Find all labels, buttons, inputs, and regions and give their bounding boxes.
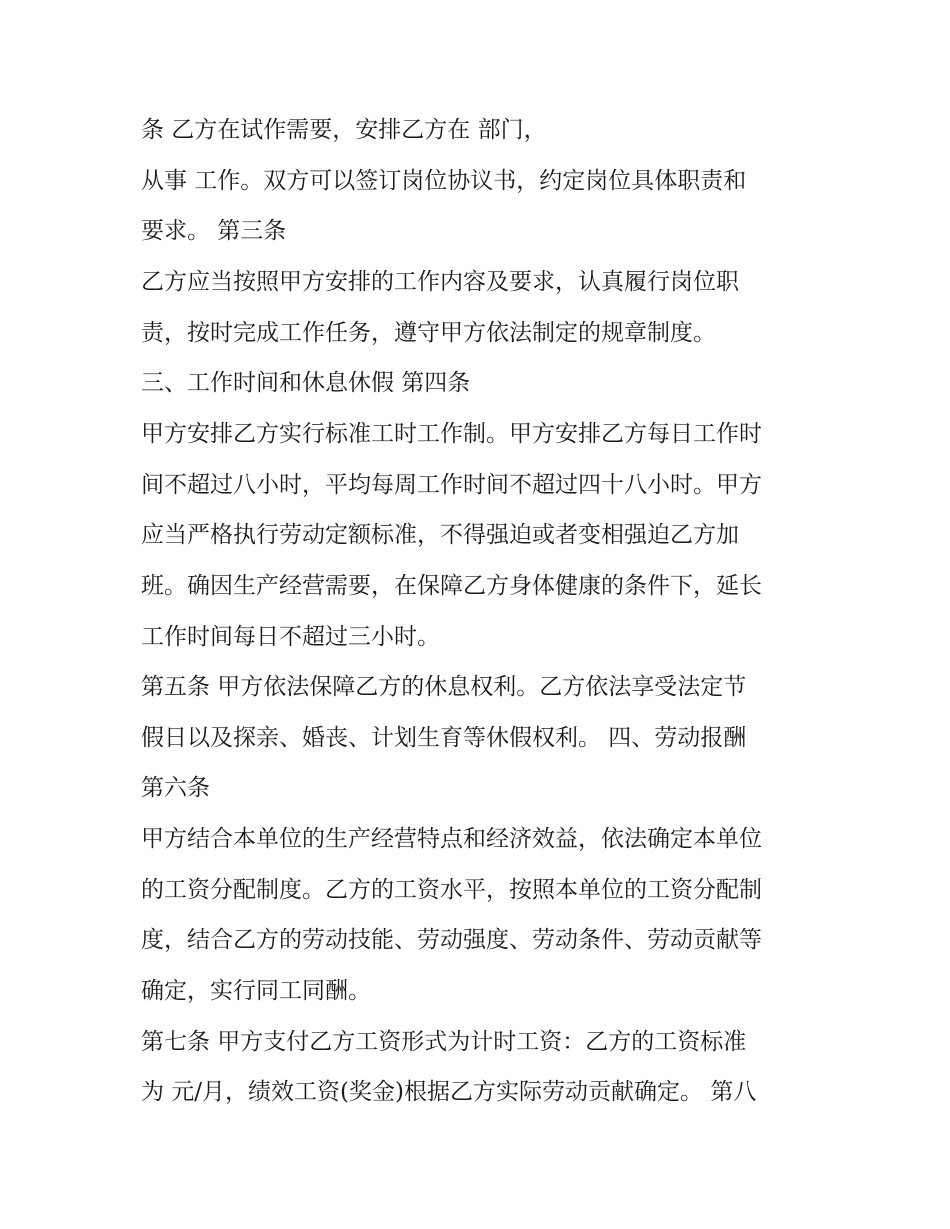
- text-line: 要求。 第三条: [141, 218, 287, 244]
- text-line: 为 元/月，绩效工资(奖金)根据乙方实际劳动贡献确定。 第八: [141, 1079, 757, 1105]
- text-line: 甲方结合本单位的生产经营特点和经济效益，依法确定本单位: [141, 826, 762, 852]
- text-line: 工作时间每日不超过三小时。: [141, 624, 440, 650]
- text-line: 班。确因生产经营需要，在保障乙方身体健康的条件下，延长: [141, 573, 762, 599]
- text-line: 责，按时完成工作任务，遵守甲方依法制定的规章制度。: [141, 320, 716, 346]
- text-line: 三、工作时间和休息休假 第四条: [141, 370, 471, 396]
- text-line: 的工资分配制度。乙方的工资水平，按照本单位的工资分配制: [141, 877, 762, 903]
- text-line: 假日以及探亲、婚丧、计划生育等休假权利。 四、劳动报酬: [141, 725, 747, 751]
- text-line: 第六条: [141, 775, 210, 801]
- text-line: 条 乙方在试作需要，安排乙方在 部门，: [141, 117, 547, 143]
- text-line: 间不超过八小时，平均每周工作时间不超过四十八小时。甲方: [141, 472, 762, 498]
- text-line: 度，结合乙方的劳动技能、劳动强度、劳动条件、劳动贡献等: [141, 927, 762, 953]
- text-line: 从事 工作。双方可以签订岗位协议书，约定岗位具体职责和: [141, 168, 747, 194]
- text-line: 乙方应当按照甲方安排的工作内容及要求，认真履行岗位职: [141, 269, 739, 295]
- text-line: 应当严格执行劳动定额标准，不得强迫或者变相强迫乙方加: [141, 522, 739, 548]
- text-line: 第五条 甲方依法保障乙方的休息权利。乙方依法享受法定节: [141, 674, 747, 700]
- text-line: 甲方安排乙方实行标准工时工作制。甲方安排乙方每日工作时: [141, 421, 762, 447]
- text-line: 确定，实行同工同酬。: [141, 978, 371, 1004]
- text-line: 第七条 甲方支付乙方工资形式为计时工资：乙方的工资标准: [141, 1029, 747, 1055]
